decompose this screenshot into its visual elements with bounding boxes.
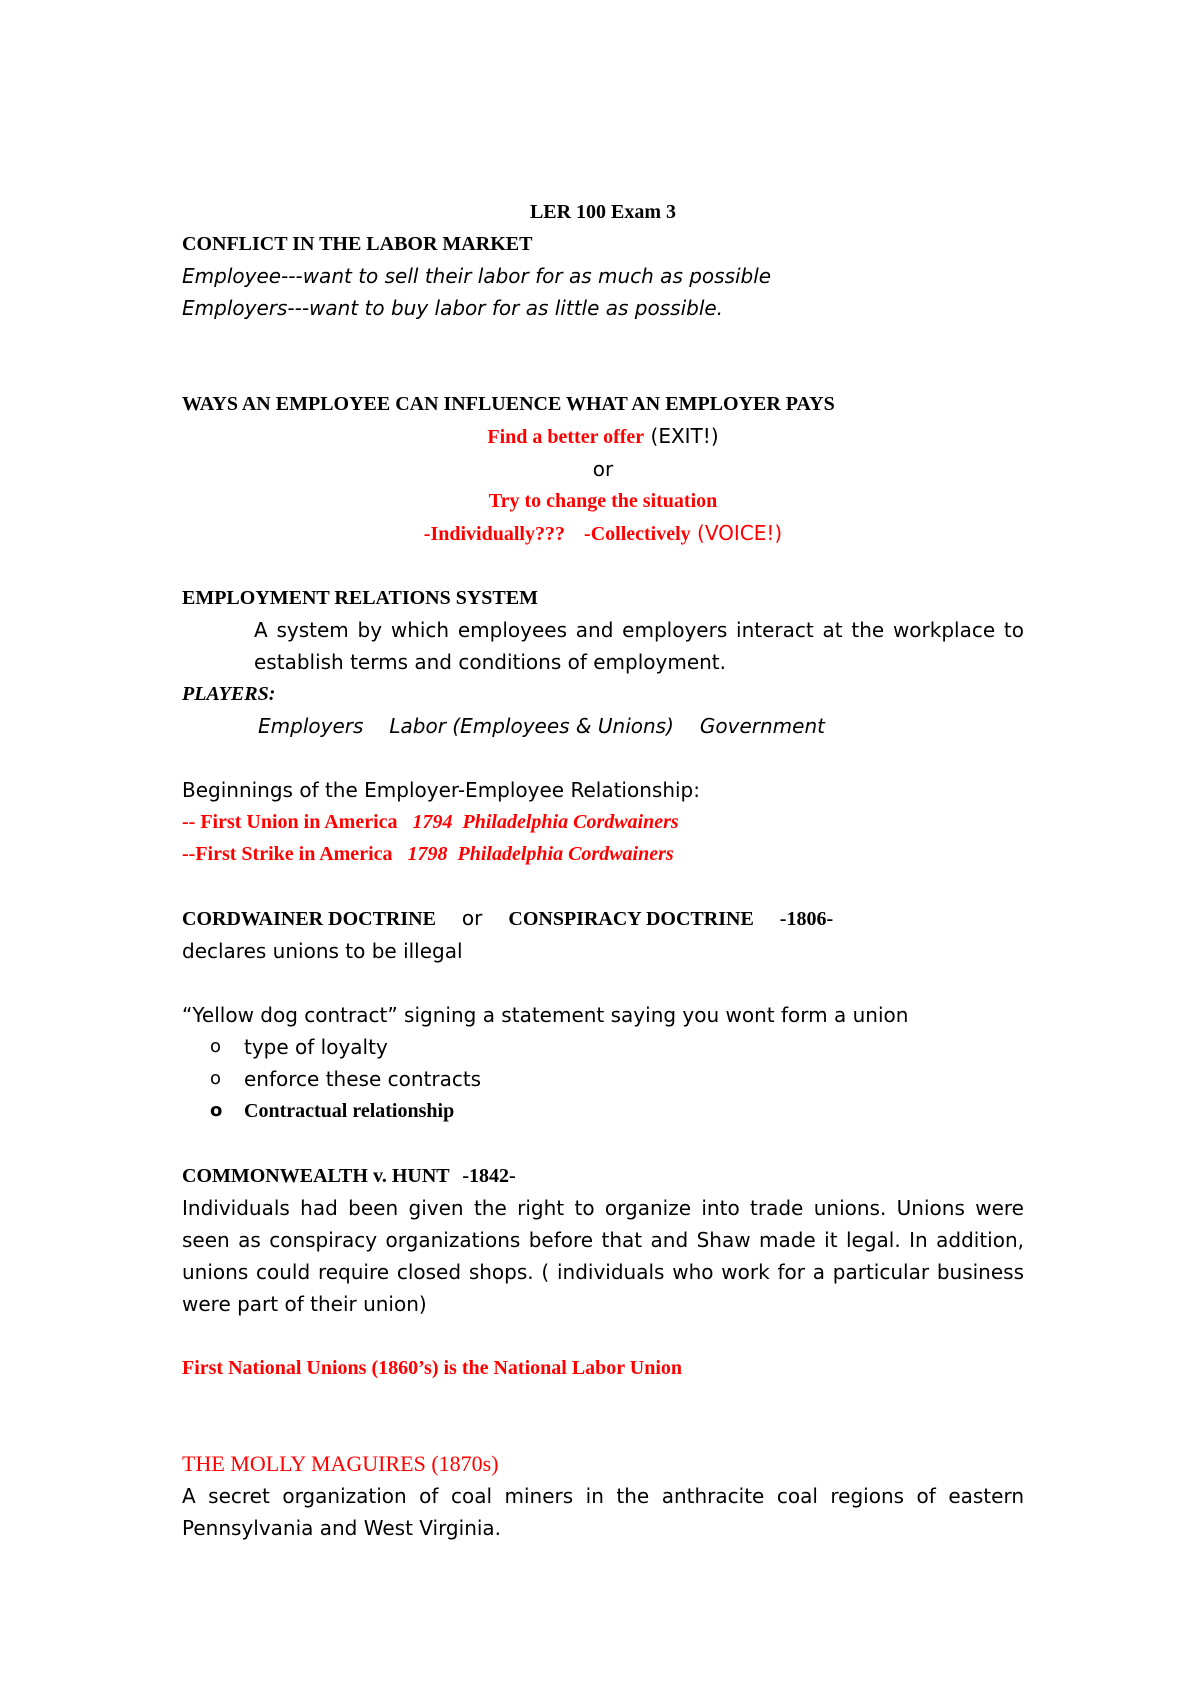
commonwealth-heading: COMMONWEALTH v. HUNT — [182, 1165, 450, 1187]
ways-heading: WAYS AN EMPLOYEE CAN INFLUENCE WHAT AN EMPLOYER PAYS — [182, 393, 835, 415]
first-strike-place: Philadelphia Cordwainers — [457, 843, 674, 865]
exit-option — [182, 420, 1024, 453]
declares-illegal: declares unions to be illegal — [182, 939, 463, 963]
commonwealth-heading-line — [182, 1159, 1024, 1192]
commonwealth-body: Individuals had been given the right to organize into trade unions. Unions were seen as conspiracy organizations before that and Shaw made it legal. In addition, unions could require closed shops. ( individuals who work for a particular business were part of their union) — [182, 1196, 1024, 1316]
spacer — [182, 1384, 1024, 1416]
player-government: Government — [699, 714, 825, 738]
players-list — [182, 710, 1024, 742]
document-title: LER 100 Exam 3 — [529, 201, 677, 223]
first-union-year: 1794 — [412, 811, 453, 833]
first-strike-year: 1798 — [407, 843, 448, 865]
list-item — [210, 1095, 1024, 1127]
bullet-icon: o — [210, 1068, 222, 1089]
bullet-icon: o — [210, 1100, 223, 1121]
first-strike-label: --First Strike in America — [182, 843, 393, 865]
doctrine-year: -1806- — [779, 908, 834, 930]
exit-label: (EXIT!) — [644, 424, 719, 448]
spacer — [182, 1127, 1024, 1159]
find-better-offer: Find a better offer — [487, 426, 645, 448]
voice-label: (VOICE!) — [690, 521, 783, 545]
bullet-text: type of loyalty — [244, 1035, 388, 1059]
spacer — [182, 1416, 1024, 1448]
bullet-icon: o — [210, 1036, 222, 1057]
spacer — [182, 550, 1024, 582]
bullet-text: enforce these contracts — [244, 1067, 482, 1091]
list-item — [210, 1031, 1024, 1063]
first-union-place: Philadelphia Cordwainers — [462, 811, 679, 833]
spacer — [182, 356, 1024, 388]
player-employers: Employers — [258, 714, 364, 738]
molly-maguires-body: A secret organization of coal miners in the anthracite coal regions of eastern Pennsylvania and West Virginia. — [182, 1484, 1024, 1540]
bullet-text: Contractual relationship — [244, 1100, 455, 1122]
spacer — [182, 967, 1024, 999]
doctrine-line — [182, 902, 1024, 935]
collectively-label: -Collectively — [584, 523, 691, 545]
spacer — [182, 324, 1024, 356]
first-union-label: -- First Union in America — [182, 811, 398, 833]
yellow-dog-bullets — [210, 1031, 1024, 1127]
players-label: PLAYERS: — [182, 683, 276, 705]
cordwainer-doctrine: CORDWAINER DOCTRINE — [182, 908, 436, 930]
commonwealth-year: -1842- — [462, 1165, 516, 1187]
conspiracy-doctrine: CONSPIRACY DOCTRINE — [508, 908, 754, 930]
first-strike-line — [182, 838, 1024, 870]
ers-definition: A system by which employees and employers interact at the workplace to establish terms and conditions of employment. — [254, 618, 1024, 674]
player-labor: Labor (Employees & Unions) — [389, 714, 674, 738]
employee-line: Employee---want to sell their labor for as much as possible — [182, 264, 772, 288]
document-body — [182, 196, 1024, 1544]
employers-line: Employers---want to buy labor for as little as possible. — [182, 296, 724, 320]
beginnings-intro: Beginnings of the Employer-Employee Relationship: — [182, 778, 700, 802]
individually-label: -Individually??? — [423, 523, 565, 545]
or-text: or — [592, 457, 614, 481]
spacer — [182, 870, 1024, 902]
molly-maguires-heading: THE MOLLY MAGUIRES (1870s) — [182, 1451, 499, 1476]
list-item — [210, 1063, 1024, 1095]
spacer — [182, 742, 1024, 774]
conflict-heading: CONFLICT IN THE LABOR MARKET — [182, 233, 533, 255]
yellow-dog-contract: “Yellow dog contract” signing a statement saying you wont form a union — [182, 1003, 909, 1027]
spacer — [182, 1320, 1024, 1352]
ers-heading: EMPLOYMENT RELATIONS SYSTEM — [182, 587, 538, 609]
change-situation: Try to change the situation — [488, 490, 718, 512]
first-union-line — [182, 806, 1024, 838]
first-national-unions: First National Unions (1860’s) is the National Labor Union — [182, 1357, 683, 1379]
voice-option — [182, 517, 1024, 550]
doctrine-or: or — [461, 906, 483, 930]
